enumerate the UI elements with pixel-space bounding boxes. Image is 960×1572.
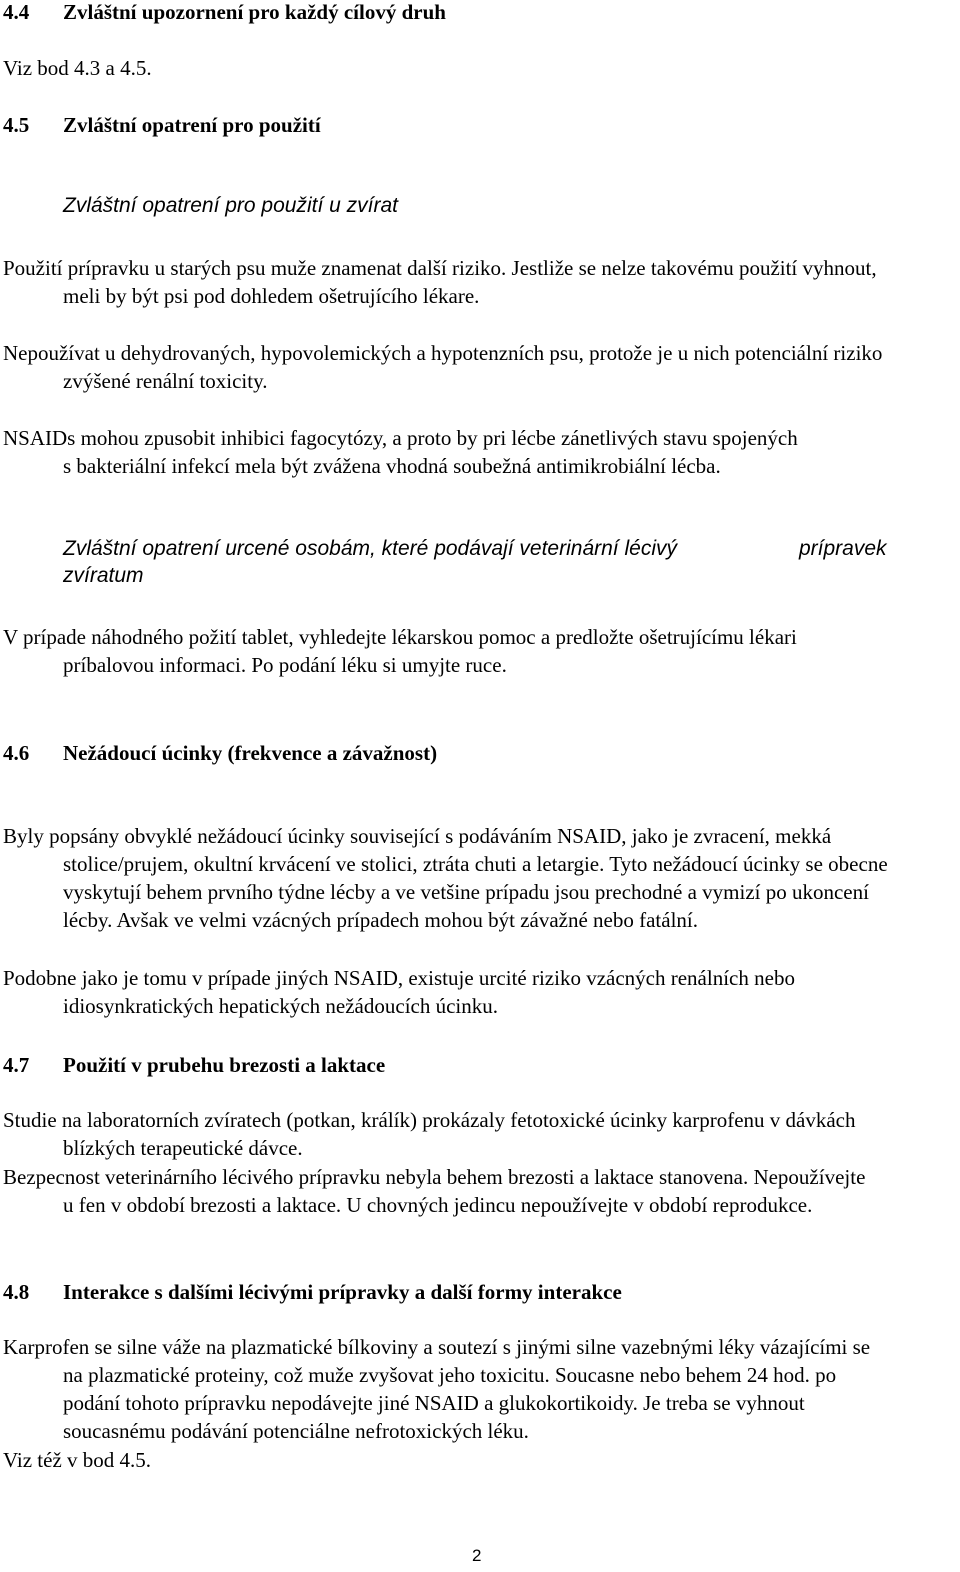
section-heading-4-8 [3, 1278, 622, 1306]
section-title: Zvláštní opatrení pro použití [63, 113, 321, 137]
paragraph-line: idiosynkratických hepatických nežádoucích úcinku. [63, 994, 499, 1018]
section-heading-4-4 [3, 0, 446, 26]
paragraph-line: NSAIDs mohou zpusobit inhibici fagocytózy, a proto by pri lécbe zánetlivých stavu spojených [3, 426, 798, 450]
paragraph-line: u fen v období brezosti a laktace. U chovných jedincu nepoužívejte v období reprodukce. [63, 1193, 813, 1217]
paragraph-line: stolice/prujem, okultní krvácení ve stolici, ztráta chuti a letargie. Tyto nežádoucí úcinky se obecne [63, 852, 888, 876]
section-heading-4-6 [3, 739, 437, 767]
paragraph-line: s bakteriální infekcí mela být zvážena vhodná soubežná antimikrobiální lécba. [63, 454, 721, 478]
subsection-title-continued: zvíratum [63, 564, 144, 587]
section-title: Nežádoucí úcinky (frekvence a závažnost) [63, 741, 438, 765]
section-heading-4-7 [3, 1051, 385, 1079]
paragraph-line: podání tohoto prípravku nepodávejte jiné NSAID a glukokortikoidy. Je treba se vyhnout [63, 1391, 805, 1415]
paragraph-line: lécby. Avšak ve velmi vzácných prípadech mohou být závažné nebo fatální. [63, 908, 699, 932]
paragraph-line: Viz též v bod 4.5. [3, 1448, 152, 1472]
section-number: 4.7 [3, 1053, 30, 1077]
paragraph-line: zvýšené renální toxicity. [63, 369, 268, 393]
paragraph-line: Nepoužívat u dehydrovaných, hypovolemických a hypotenzních psu, protože je u nich potenciální riziko [3, 341, 883, 365]
section-number: 4.4 [3, 0, 30, 24]
section-title: Zvláštní upozornení pro každý cílový druh [63, 0, 446, 24]
paragraph-line: Studie na laboratorních zvíratech (potkan, králík) prokázaly fetotoxické úcinky karprofenu v dávkách [3, 1108, 856, 1132]
subsection-title-continued: prípravek [799, 537, 887, 560]
paragraph-line: Karprofen se silne váže na plazmatické bílkoviny a soutezí s jinými silne vazebnými léky vázajícími se [3, 1335, 871, 1359]
paragraph-line: Viz bod 4.3 a 4.5. [3, 56, 152, 80]
paragraph-line: blízkých terapeutické dávce. [63, 1136, 303, 1160]
section-number: 4.8 [3, 1280, 30, 1304]
paragraph-line: na plazmatické proteiny, což muže zvyšovat jeho toxicitu. Soucasne nebo behem 24 hod. po [63, 1363, 837, 1387]
section-title: Interakce s dalšími lécivými prípravky a další formy interakce [63, 1280, 622, 1304]
paragraph-line: vyskytují behem prvního týdne lécby a ve vetšine prípadu jsou prechodné a vymizí po ukoncení [63, 880, 869, 904]
section-title: Použití v prubehu brezosti a laktace [63, 1053, 386, 1077]
paragraph-line: meli by být psi pod dohledem ošetrujícího lékare. [63, 284, 480, 308]
paragraph-line: Použití prípravku u starých psu muže znamenat další riziko. Jestliže se nelze takovému použití vyhnout, [3, 256, 877, 280]
paragraph-line: Byly popsány obvyklé nežádoucí úcinky související s podáváním NSAID, jako je zvracení, mekká [3, 824, 832, 848]
paragraph-line: príbalovou informaci. Po podání léku si umyjte ruce. [63, 653, 507, 677]
subsection-title: Zvláštní opatrení urcené osobám, které podávají veterinární lécivý [63, 537, 677, 560]
section-number: 4.5 [3, 113, 30, 137]
paragraph-line: V prípade náhodného požití tablet, vyhledejte lékarskou pomoc a predložte ošetrujícímu lékari [3, 625, 797, 649]
subsection-title: Zvláštní opatrení pro použití u zvírat [63, 194, 398, 217]
paragraph-line: Bezpecnost veterinárního lécivého prípravku nebyla behem brezosti a laktace stanovena. Nepoužívejte [3, 1165, 866, 1189]
section-number: 4.6 [3, 741, 30, 765]
paragraph-line: soucasnému podávání potenciálne nefrotoxických léku. [63, 1419, 529, 1443]
section-heading-4-5 [3, 111, 321, 139]
page-number: 2 [472, 1546, 482, 1565]
paragraph-line: Podobne jako je tomu v prípade jiných NSAID, existuje urcité riziko vzácných renálních nebo [3, 966, 795, 990]
